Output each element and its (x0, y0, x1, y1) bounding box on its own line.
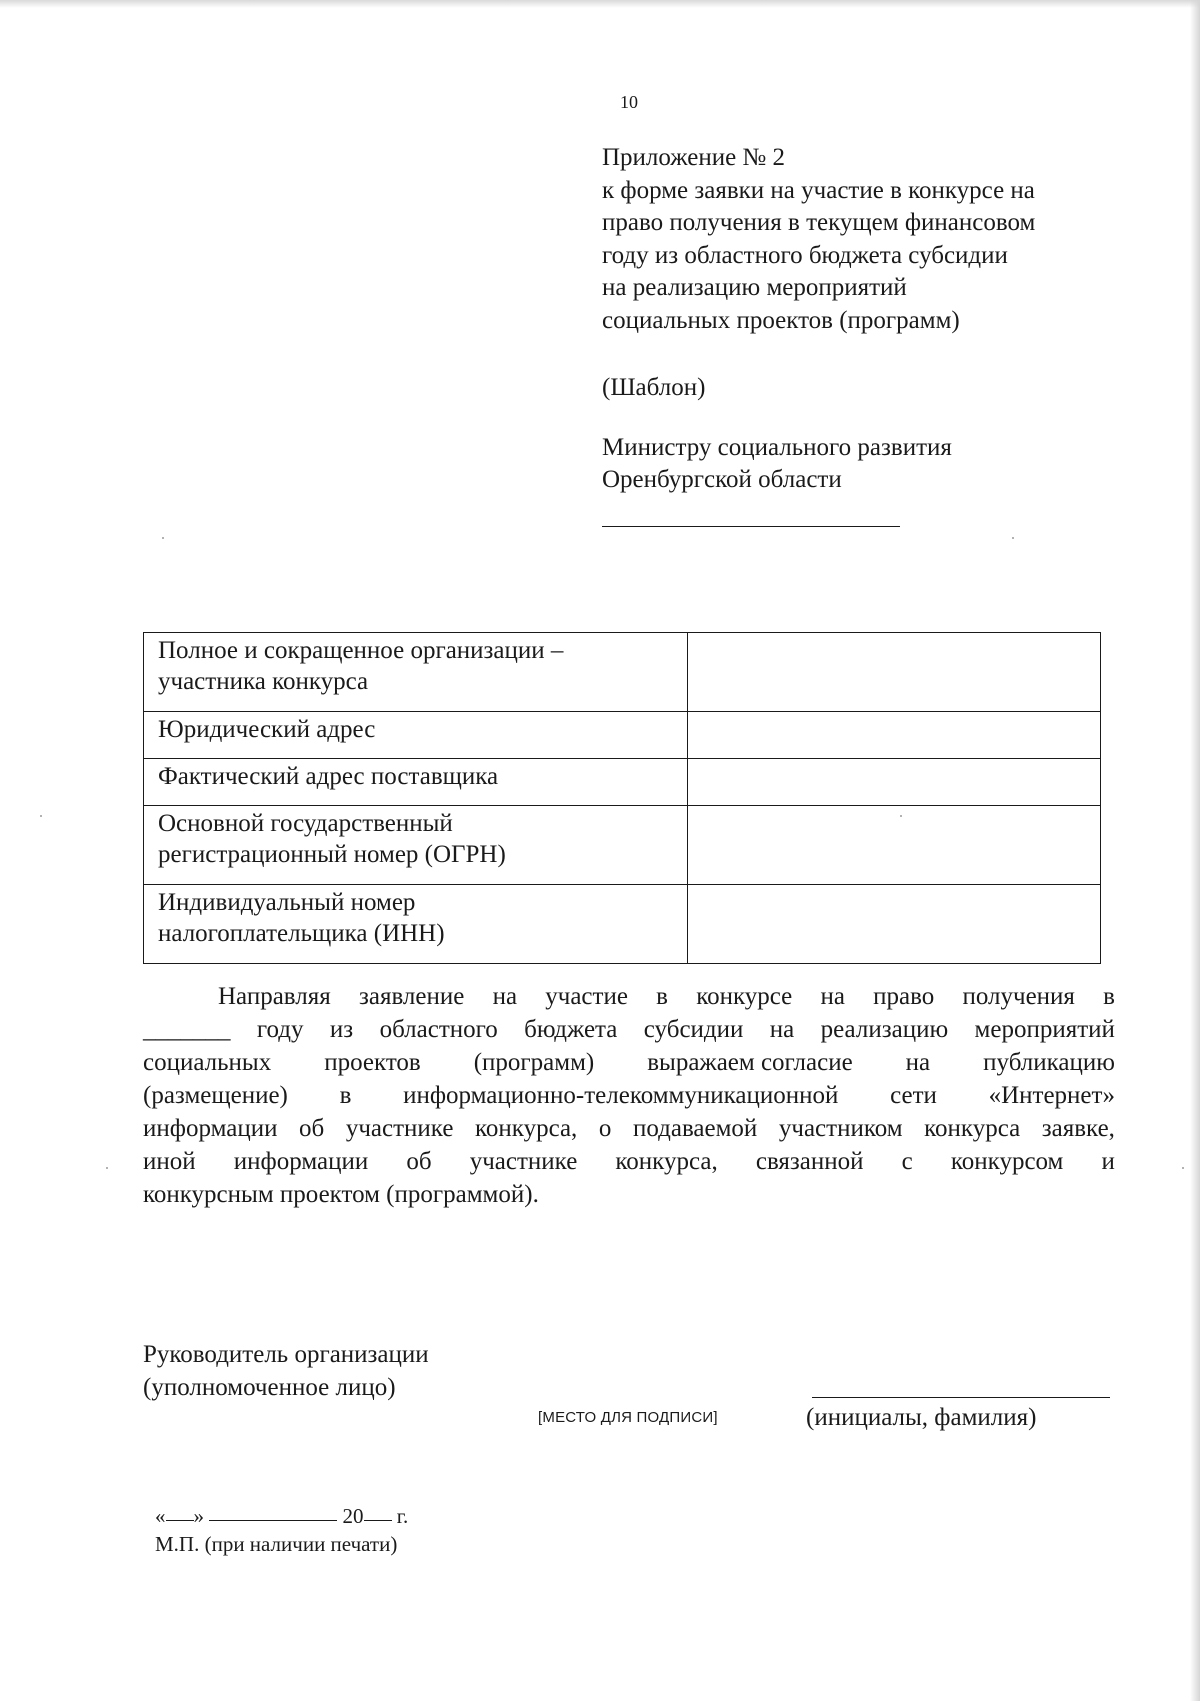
word: сети (890, 1082, 937, 1109)
word: информации (233, 1148, 369, 1175)
label-line: Полное и сокращенное организации – (158, 637, 564, 664)
word: с (901, 1148, 913, 1175)
word: участие (545, 983, 628, 1010)
row-label-ogrn (144, 806, 688, 885)
scan-speck (900, 815, 902, 817)
addressee-line: Оренбургской области (602, 466, 842, 493)
consent-line (143, 1079, 1115, 1112)
scan-speck (106, 1167, 108, 1169)
word: иной (143, 1148, 196, 1175)
word: публикацию (983, 1049, 1115, 1076)
word: выражаем согласие (647, 1049, 853, 1076)
scan-speck (1182, 1167, 1184, 1169)
row-label-full-name (144, 633, 688, 712)
word: из (329, 1016, 354, 1043)
date-block (155, 1502, 408, 1558)
word: реализацию (820, 1016, 949, 1043)
consent-line (143, 980, 1115, 1013)
word: получения (962, 983, 1075, 1010)
word: конкурсом (950, 1148, 1064, 1175)
row-value-inn[interactable] (688, 885, 1101, 964)
name-blank-line (812, 1397, 1110, 1398)
word: (размещение) (143, 1082, 288, 1109)
close-quote: » (193, 1504, 204, 1528)
word: конкурса, (615, 1148, 718, 1175)
word: в (339, 1082, 352, 1109)
template-label: (Шаблон) (602, 374, 706, 401)
scan-speck (162, 537, 164, 539)
word: связанной (755, 1148, 864, 1175)
row-label-inn (144, 885, 688, 964)
scan-speck (1012, 537, 1014, 539)
word: и (1101, 1148, 1115, 1175)
appendix-line: на реализацию мероприятий (602, 274, 907, 301)
signatory-line: Руководитель организации (143, 1341, 429, 1368)
signatory-label (143, 1338, 429, 1404)
table-row (144, 712, 1101, 759)
row-label-actual-address (144, 759, 688, 806)
word: участнике (469, 1148, 578, 1175)
addressee-name-blank (602, 526, 900, 527)
word: право (873, 983, 935, 1010)
word: в (656, 983, 668, 1010)
consent-last-line: конкурсным проектом (программой). (143, 1181, 539, 1208)
seal-note: М.П. (при наличии печати) (155, 1532, 398, 1556)
consent-paragraph (143, 980, 1115, 1211)
label-line: Фактический адрес поставщика (158, 763, 499, 790)
consent-line (143, 1112, 1115, 1145)
word: участником (778, 1115, 903, 1142)
scan-speck (40, 815, 42, 817)
appendix-line: к форме заявки на участие в конкурсе на (602, 176, 1035, 204)
scan-edge-top (0, 0, 1200, 8)
month-blank (209, 1519, 337, 1521)
label-line: налогоплательщика (ИНН) (158, 920, 445, 947)
word: в (1103, 983, 1115, 1010)
organization-info-table (143, 632, 1101, 964)
word: областного (379, 1016, 498, 1043)
label-line: Основной государственный (158, 810, 453, 837)
consent-line (143, 1145, 1115, 1178)
table-row (144, 806, 1101, 885)
label-line: участника конкурса (158, 668, 369, 695)
word: об (406, 1148, 432, 1175)
consent-line (143, 1046, 1115, 1079)
word: подаваемой (632, 1115, 758, 1142)
appendix-header (602, 142, 1122, 337)
appendix-line: право получения в текущем финансовом (602, 209, 1036, 236)
consent-line (143, 1178, 1115, 1211)
word: Направляя (218, 983, 331, 1010)
label-line: регистрационный номер (ОГРН) (158, 841, 506, 868)
label-line: Индивидуальный номер (158, 889, 416, 916)
appendix-line: году из областного бюджета субсидии (602, 241, 1008, 269)
year-blank (364, 1519, 392, 1521)
word: проектов (324, 1049, 421, 1076)
word: году (256, 1016, 304, 1043)
date-line (155, 1502, 408, 1530)
word: социальных (143, 1049, 272, 1076)
word: о (598, 1115, 612, 1142)
table-row (144, 633, 1101, 712)
word: мероприятий (974, 1016, 1115, 1043)
open-quote: « (155, 1504, 166, 1528)
row-value-legal-address[interactable] (688, 712, 1101, 759)
year-suffix: г. (396, 1504, 409, 1528)
row-label-legal-address (144, 712, 688, 759)
word: субсидии (643, 1016, 744, 1043)
word: конкурса (924, 1115, 1021, 1142)
word: информации (143, 1115, 278, 1142)
word: (программ) (473, 1049, 595, 1076)
word: бюджета (524, 1016, 618, 1043)
word: участнике (345, 1115, 454, 1142)
row-value-actual-address[interactable] (688, 759, 1101, 806)
signatory-line: (уполномоченное лицо) (143, 1374, 396, 1401)
table-row (144, 885, 1101, 964)
word: на (905, 1049, 931, 1076)
word: заявление (358, 983, 465, 1010)
scan-edge-right (1190, 0, 1200, 1701)
appendix-line: социальных проектов (программ) (602, 306, 960, 334)
day-blank (166, 1519, 194, 1521)
addressee-line: Министру социального развития (602, 434, 952, 461)
row-value-ogrn[interactable] (688, 806, 1101, 885)
row-value-full-name[interactable] (688, 633, 1101, 712)
name-caption: (инициалы, фамилия) (806, 1404, 1037, 1431)
word: на (492, 983, 518, 1010)
appendix-line: Приложение № 2 (602, 144, 786, 171)
word: на (769, 1016, 795, 1043)
year-blank: _______ (143, 1016, 231, 1043)
year-prefix: 20 (342, 1504, 364, 1528)
addressee-block (602, 432, 952, 496)
word: конкурсе (696, 983, 793, 1010)
word: об (299, 1115, 325, 1142)
table-row (144, 759, 1101, 806)
word: информационно-телекоммуникационной (403, 1082, 839, 1109)
page-number: 10 (620, 92, 638, 112)
signature-placeholder: [МЕСТО ДЛЯ ПОДПИСИ] (538, 1409, 718, 1426)
word: конкурса, (475, 1115, 578, 1142)
word: «Интернет» (988, 1082, 1115, 1109)
word: на (820, 983, 845, 1010)
word: заявке, (1041, 1115, 1115, 1142)
consent-line (143, 1013, 1115, 1046)
label-line: Юридический адрес (158, 716, 376, 743)
